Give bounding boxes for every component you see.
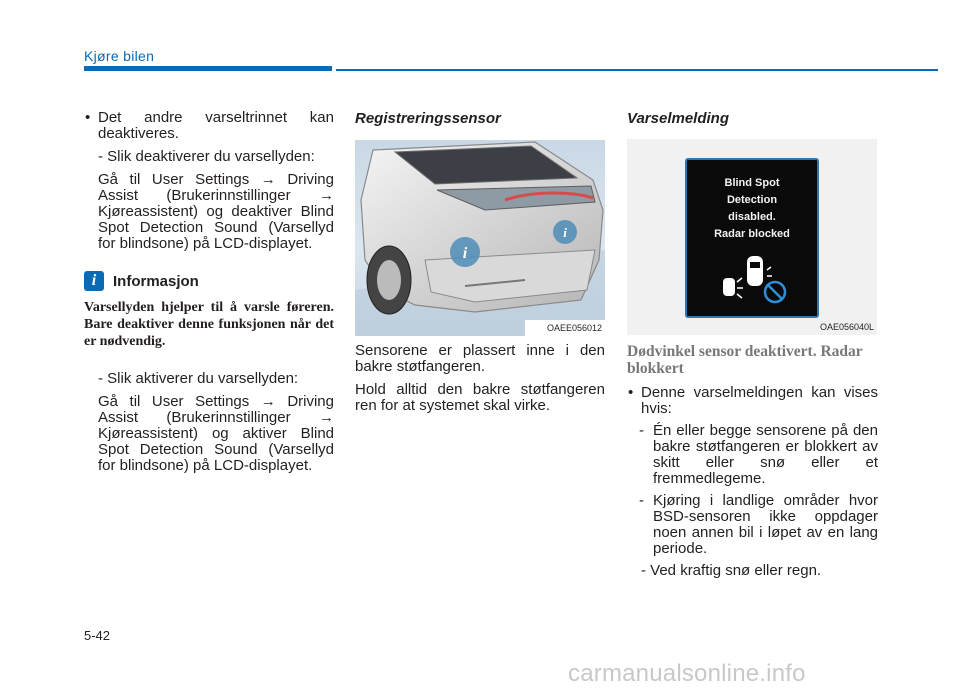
condition-rural: - Kjøring i landlige områder hvor BSD-sensoren ikke oppdager noen annen bil i løpet av en lang periode. <box>627 493 878 557</box>
deactivate-instructions: Gå til User Settings → Driving Assist (Brukerinnstillinger → Kjøreassistent) og deaktiver Blind Spot Detection Sound (Varsellyd for blindsone) på LCD-displayet. <box>98 171 334 252</box>
page-number: 5-42 <box>84 628 111 643</box>
sensor-clean-text: Hold alltid den bakre støtfangeren ren for at systemet skal virke. <box>355 381 605 414</box>
bullet-deactivate-warning: • Det andre varseltrinnet kan deaktiveres. <box>84 110 334 142</box>
svg-text:i: i <box>563 225 567 240</box>
info-icon: i <box>84 271 104 291</box>
figure-code: OAEE056012 <box>546 323 602 333</box>
header-rule-thin <box>336 69 938 71</box>
svg-text:i: i <box>462 245 468 262</box>
activate-step: - Slik aktiverer du varsellyden: <box>98 370 299 387</box>
column-2 <box>355 110 605 414</box>
info-heading <box>84 271 334 291</box>
car-rear-illustration <box>355 140 605 336</box>
info-title: Informasjon <box>113 272 199 290</box>
column-3 <box>627 110 878 579</box>
figure-code: OAE056040L <box>819 322 874 332</box>
rear-bumper-figure <box>355 140 605 336</box>
display-line-4: Radar blocked <box>714 228 790 240</box>
radar-blocked-icon <box>717 248 797 308</box>
sensor-heading: Registreringssensor <box>355 110 501 127</box>
info-text: Varsellyden hjelper til å varsle føreren. Bare deaktiver denne funksjonen når det er nødvendig. <box>84 300 334 349</box>
header-rule-thick <box>84 66 332 71</box>
condition-blocked: - Én eller begge sensorene på den bakre støtfangeren er blokkert av skitt eller snø eller et fremmedlegeme. <box>627 423 878 487</box>
display-line-2: Detection <box>726 194 778 206</box>
warning-heading: Varselmelding <box>627 110 729 127</box>
sensor-location-text: Sensorene er plassert inne i den bakre støtfangeren. <box>355 342 605 375</box>
watermark: carmanualsonline.info <box>568 660 806 687</box>
display-line-1: Blind Spot <box>724 177 780 189</box>
column-1 <box>84 110 334 474</box>
condition-weather: - Ved kraftig snø eller regn. <box>641 562 822 579</box>
deactivate-step: - Slik deaktiverer du varsellyden: <box>98 148 315 165</box>
section-title: Kjøre bilen <box>84 48 155 64</box>
display-line-3: disabled. <box>728 211 776 223</box>
lcd-display <box>685 158 819 318</box>
warning-subheading: Dødvinkel sensor deaktivert. Radar blokkert <box>627 343 863 377</box>
lcd-warning-figure <box>627 139 877 335</box>
activate-instructions: Gå til User Settings → Driving Assist (Brukerinnstillinger → Kjøreassistent) og aktiver Blind Spot Detection Sound (Varsellyd for blindsone) på LCD-displayet. <box>98 393 334 474</box>
bullet-warning-condition: • Denne varselmeldingen kan vises hvis: <box>627 385 878 417</box>
